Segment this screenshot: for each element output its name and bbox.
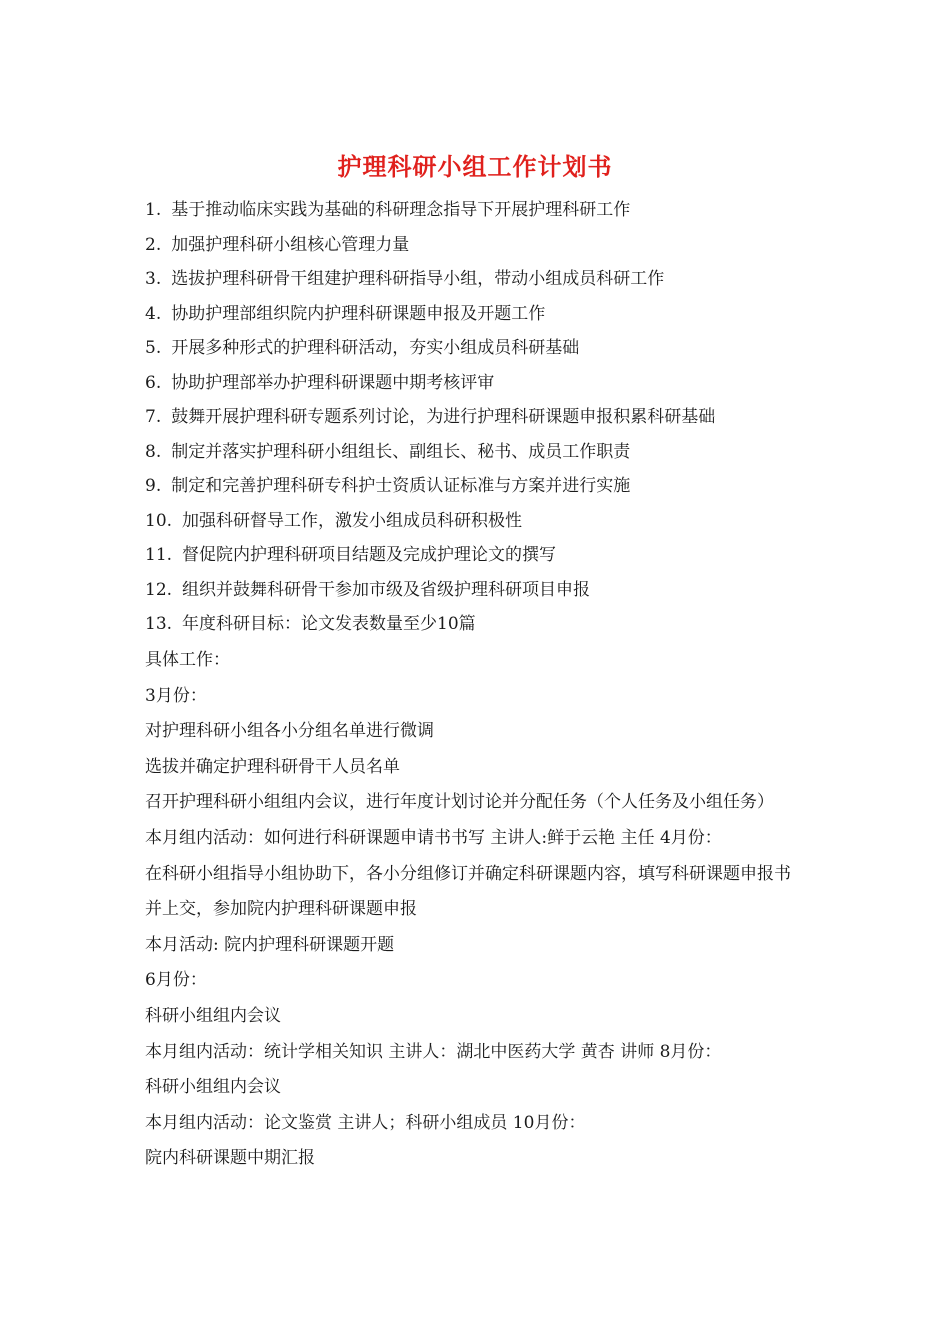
activity-line: 本月活动: 院内护理科研课题开题 (145, 934, 395, 955)
list-item (145, 435, 825, 470)
month-heading-june: 6月份： (145, 970, 207, 991)
document-title: 护理科研小组工作计划书 (337, 152, 613, 181)
item-text: 制定和完善护理科研专科护士资质认证标准与方案并进行实施 (171, 476, 631, 496)
plan-list (145, 193, 825, 642)
body-paragraph: 召开护理科研小组组内会议，进行年度计划讨论并分配任务（个人任务及小组任务） (145, 792, 774, 813)
item-number: 9. (145, 476, 162, 496)
item-number: 13. (145, 614, 173, 634)
list-item (145, 538, 825, 573)
schedule-section (145, 643, 805, 1177)
item-text: 基于推动临床实践为基础的科研理念指导下开展护理科研工作 (171, 200, 631, 220)
list-item (145, 400, 825, 435)
item-text: 开展多种形式的护理科研活动，夯实小组成员科研基础 (171, 338, 580, 358)
section-heading: 具体工作： (145, 650, 230, 670)
item-number: 1. (145, 200, 162, 220)
body-line: 院内科研课题中期汇报 (145, 1148, 315, 1169)
list-item (145, 262, 825, 297)
item-number: 11. (145, 545, 173, 565)
item-text: 加强护理科研小组核心管理力量 (171, 234, 410, 255)
item-text: 制定并落实护理科研小组组长、副组长、秘书、成员工作职责 (171, 441, 631, 462)
body-line: 选拔并确定护理科研骨干人员名单 (145, 756, 400, 777)
list-item (145, 297, 825, 332)
list-item (145, 573, 825, 608)
item-text: 年度科研目标：论文发表数量至少10篇 (182, 614, 476, 634)
list-item (145, 366, 825, 401)
item-number: 7. (145, 407, 162, 427)
item-text: 督促院内护理科研项目结题及完成护理论文的撰写 (182, 545, 557, 565)
activity-line: 本月组内活动：如何进行科研课题申请书书写 主讲人:鲜于云艳 主任 4月份： (145, 827, 722, 848)
item-text: 组织并鼓舞科研骨干参加市级及省级护理科研项目申报 (182, 579, 591, 600)
item-number: 10. (145, 510, 173, 531)
item-number: 6. (145, 372, 162, 393)
list-item (145, 228, 825, 263)
item-number: 3. (145, 269, 162, 289)
item-text: 选拔护理科研骨干组建护理科研指导小组，带动小组成员科研工作 (171, 269, 665, 289)
list-item (145, 607, 825, 642)
list-item (145, 504, 825, 539)
item-text: 加强科研督导工作，激发小组成员科研积极性 (182, 510, 523, 531)
list-item (145, 469, 825, 504)
list-item (145, 193, 825, 228)
item-number: 8. (145, 441, 162, 462)
body-line: 科研小组组内会议 (145, 1005, 281, 1026)
item-number: 4. (145, 303, 162, 324)
item-text: 协助护理部组织院内护理科研课题申报及开题工作 (171, 303, 546, 324)
activity-line: 本月组内活动：论文鉴赏 主讲人；科研小组成员 10月份： (145, 1112, 586, 1133)
month-heading-march: 3月份： (145, 685, 207, 706)
item-text: 鼓舞开展护理科研专题系列讨论，为进行护理科研课题申报积累科研基础 (171, 407, 716, 427)
item-number: 12. (145, 579, 173, 600)
activity-line: 本月组内活动：统计学相关知识 主讲人：湖北中医药大学 黄杏 讲师 8月份： (145, 1041, 722, 1062)
item-text: 协助护理部举办护理科研课题中期考核评审 (171, 372, 495, 393)
body-line: 科研小组组内会议 (145, 1077, 281, 1098)
body-paragraph: 在科研小组指导小组协助下，各小分组修订并确定科研课题内容，填写科研课题申报书并上交，参加院内护理科研课题申报 (145, 863, 791, 920)
body-line: 对护理科研小组各小分组名单进行微调 (145, 721, 434, 742)
item-number: 2. (145, 234, 162, 255)
item-number: 5. (145, 338, 162, 358)
list-item (145, 331, 825, 366)
